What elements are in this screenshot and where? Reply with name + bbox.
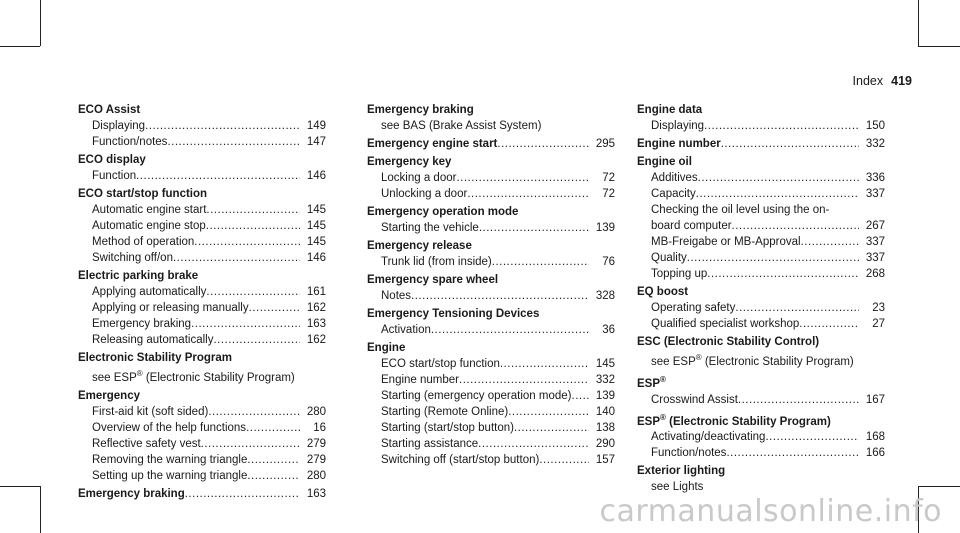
page-number: 419 (891, 74, 912, 88)
page-ref: 72 (602, 172, 615, 184)
page-ref: 162 (306, 302, 326, 314)
index-entry[interactable] (78, 218, 326, 234)
page-ref: 36 (602, 324, 615, 336)
leader-dots (206, 218, 300, 234)
entry-text: Capacity (651, 188, 696, 200)
page-ref: 279 (306, 453, 326, 466)
index-entry[interactable] (367, 220, 615, 236)
index-column-3 (637, 100, 885, 495)
entry-text: Automatic engine start (92, 204, 207, 216)
page-ref: 332 (865, 138, 885, 150)
index-entry[interactable] (78, 332, 326, 348)
see-reference[interactable]: see BAS (Brake Assist System) (381, 120, 542, 132)
leader-dots (478, 436, 589, 452)
see-reference[interactable]: see ESP® (Electronic Stability Program) (651, 353, 854, 368)
page-ref: 328 (595, 290, 615, 302)
leader-dots (411, 288, 589, 304)
crop-mark (0, 46, 40, 47)
index-heading: Exterior lighting (637, 465, 726, 478)
see-reference[interactable]: see Lights (651, 481, 704, 494)
index-entry[interactable] (78, 436, 326, 452)
leader-dots (247, 468, 300, 484)
heading-text: Emergency braking (78, 487, 185, 500)
index-heading: Emergency Tensioning Devices (367, 308, 540, 320)
entry-text: Unlocking a door (381, 188, 468, 200)
page-ref: 150 (865, 120, 885, 132)
entry-text: Releasing automatically (92, 334, 214, 346)
entry-text: Operating safety (651, 302, 736, 314)
leader-dots (173, 250, 300, 266)
entry-text: Applying automatically (92, 286, 207, 298)
entry-text: Activation (381, 324, 431, 336)
page-ref: 279 (306, 437, 326, 450)
index-entry[interactable] (367, 420, 615, 436)
leader-dots (735, 300, 859, 316)
index-heading: ECO Assist (78, 104, 141, 116)
entry-text: Switching off/on (92, 252, 173, 264)
entry-text: Qualified specialist workshop (651, 318, 800, 330)
crop-mark (40, 486, 41, 533)
index-heading[interactable] (637, 136, 885, 152)
index-heading: Emergency key (367, 156, 452, 168)
page-ref: 332 (595, 374, 615, 386)
leader-dots (185, 486, 300, 502)
page-ref: 168 (865, 431, 885, 444)
index-entry[interactable] (637, 429, 885, 445)
heading-text: Emergency engine start (367, 138, 498, 150)
entry-text: Switching off (start/stop button) (381, 454, 540, 466)
index-heading: Engine data (637, 104, 703, 116)
page-ref: 139 (595, 390, 615, 402)
index-entry[interactable] (637, 234, 885, 250)
page-ref: 147 (306, 136, 326, 148)
entry-text: Starting (emergency operation mode) (381, 390, 572, 402)
entry-text: Notes (381, 290, 412, 302)
entry-text: Function (92, 170, 137, 182)
entry-text: Starting (Remote Online) (381, 406, 509, 418)
leader-dots (539, 452, 589, 468)
index-heading: Engine oil (637, 156, 692, 168)
entry-text: Displaying (651, 120, 705, 132)
entry-text: Reflective safety vest (92, 437, 201, 450)
index-entry[interactable] (637, 118, 885, 134)
index-entry[interactable] (367, 322, 615, 338)
leader-dots (707, 266, 859, 282)
leader-dots (167, 134, 300, 150)
index-entry[interactable] (78, 316, 326, 332)
index-entry[interactable] (367, 452, 615, 468)
index-heading: Emergency release (367, 240, 472, 252)
watermark: carmanualsonline.info (599, 494, 942, 529)
entry-text: Engine number (381, 374, 459, 386)
crop-mark (918, 0, 919, 46)
leader-dots (208, 404, 300, 420)
page-ref: 295 (595, 138, 615, 150)
leader-dots (801, 234, 859, 250)
index-entry[interactable] (367, 288, 615, 304)
entry-text: Locking a door (381, 172, 457, 184)
page-ref: 76 (602, 256, 615, 268)
entry-text: Setting up the warning triangle (92, 469, 248, 482)
leader-dots (145, 118, 300, 134)
leader-dots (492, 254, 589, 270)
index-heading: ESC (Electronic Stability Control) (637, 336, 820, 348)
entry-text: Topping up (651, 268, 708, 280)
leader-dots (206, 202, 300, 218)
leader-dots (206, 284, 300, 300)
index-entry[interactable] (78, 420, 326, 436)
index-heading: ESP® (637, 374, 666, 390)
entry-text: Quality (651, 252, 687, 264)
page-ref: 290 (595, 438, 615, 450)
index-entry[interactable] (637, 266, 885, 282)
page-ref: 146 (306, 170, 326, 182)
page-ref: 23 (872, 302, 885, 314)
entry-text: Method of operation (92, 236, 195, 248)
leader-dots (738, 392, 859, 408)
index-heading: Electronic Stability Program (78, 352, 233, 364)
index-entry[interactable] (367, 436, 615, 452)
page-ref: 268 (865, 268, 885, 280)
index-entry[interactable] (367, 356, 615, 372)
entry-text: Starting (start/stop button) (381, 422, 514, 434)
page-ref: 337 (865, 188, 885, 200)
index-entry[interactable] (78, 404, 326, 420)
page-header (853, 74, 912, 88)
entry-text: Overview of the help functions (92, 421, 247, 434)
entry-text: Trunk lid (from inside) (381, 256, 492, 268)
page-ref: 146 (306, 252, 326, 264)
index-entry[interactable] (78, 468, 326, 484)
page-ref: 145 (306, 220, 326, 232)
entry-text: board computer (651, 220, 732, 232)
index-entry[interactable] (78, 234, 326, 250)
page-ref: 337 (865, 236, 885, 248)
leader-dots (698, 170, 859, 186)
index-entry[interactable] (367, 372, 615, 388)
index-column-1 (78, 100, 326, 502)
entry-text: Activating/deactivating (651, 431, 766, 444)
index-entry[interactable] (637, 392, 885, 408)
index-entry[interactable] (78, 452, 326, 468)
leader-dots (572, 388, 590, 404)
crop-mark (918, 486, 960, 487)
leader-dots (194, 234, 300, 250)
index-entry[interactable] (78, 300, 326, 316)
entry-text: MB-Freigabe or MB-Approval (651, 236, 801, 248)
leader-dots (732, 218, 859, 234)
entry-text: Displaying (92, 120, 146, 132)
page-ref: 166 (865, 447, 885, 460)
index-heading: Emergency braking (367, 104, 474, 116)
leader-dots (726, 445, 859, 461)
entry-text: Emergency braking (92, 318, 192, 330)
index-entry[interactable] (78, 134, 326, 150)
entry-text: Checking the oil level using the on- (651, 204, 830, 216)
leader-dots (799, 316, 859, 332)
index-heading: Engine (367, 342, 406, 354)
section-label: Index (852, 74, 884, 88)
leader-dots (704, 118, 859, 134)
entry-text: Automatic engine stop (92, 220, 206, 232)
index-entry[interactable] (637, 186, 885, 202)
index-entry[interactable] (367, 186, 615, 202)
index-entry[interactable] (367, 404, 615, 420)
index-heading[interactable] (78, 486, 326, 502)
index-entry[interactable] (637, 300, 885, 316)
index-entry[interactable] (367, 170, 615, 186)
page-ref: 145 (306, 204, 326, 216)
page-ref: 280 (306, 405, 326, 418)
page-ref: 162 (306, 334, 326, 346)
leader-dots (508, 404, 589, 420)
page-ref: 157 (595, 454, 615, 466)
page-ref: 140 (595, 406, 615, 418)
index-heading: Electric parking brake (78, 270, 199, 282)
leader-dots (213, 332, 300, 348)
leader-dots (459, 372, 589, 388)
see-reference[interactable]: see ESP® (Electronic Stability Program) (92, 369, 295, 384)
page-ref: 163 (306, 318, 326, 330)
index-entry[interactable] (78, 168, 326, 184)
page-ref: 72 (602, 188, 615, 200)
index-heading: EQ boost (637, 286, 689, 298)
page-ref: 27 (872, 318, 885, 330)
index-entry[interactable] (367, 388, 615, 404)
entry-text: Starting assistance (381, 438, 479, 450)
entry-text: First-aid kit (soft sided) (92, 405, 209, 418)
crop-mark (40, 0, 41, 46)
leader-dots (696, 186, 859, 202)
page-ref: 280 (306, 469, 326, 482)
entry-text: Applying or releasing manually (92, 302, 249, 314)
page-ref: 145 (306, 236, 326, 248)
index-entry[interactable] (637, 445, 885, 461)
leader-dots (765, 429, 859, 445)
entry-text: Starting the vehicle (381, 222, 479, 234)
index-entry[interactable] (637, 170, 885, 186)
index-heading: Emergency (78, 389, 141, 402)
leader-dots (247, 452, 300, 468)
index-heading: ECO display (78, 154, 146, 166)
index-entry[interactable] (637, 250, 885, 266)
leader-dots (479, 220, 589, 236)
index-heading: ECO start/stop function (78, 188, 208, 200)
index-entry[interactable] (78, 202, 326, 218)
entry-text: ECO start/stop function (381, 358, 500, 370)
leader-dots (136, 168, 300, 184)
leader-dots (456, 170, 589, 186)
page-ref: 139 (595, 222, 615, 234)
leader-dots (721, 136, 859, 152)
crop-mark (0, 486, 40, 487)
leader-dots (497, 136, 589, 152)
page-ref: 138 (595, 422, 615, 434)
index-heading: ESP® (Electronic Stability Program) (637, 412, 831, 428)
index-entry[interactable] (78, 118, 326, 134)
leader-dots (514, 420, 589, 436)
entry-text: Removing the warning triangle (92, 453, 248, 466)
leader-dots (246, 420, 300, 436)
index-heading: Emergency spare wheel (367, 274, 499, 286)
index-entry[interactable] (78, 284, 326, 300)
page-ref: 163 (306, 487, 326, 500)
index-heading: Emergency operation mode (367, 206, 519, 218)
index-column-2 (367, 100, 615, 468)
heading-text: Engine number (637, 138, 721, 150)
index-entry[interactable] (637, 316, 885, 332)
page-ref: 167 (865, 393, 885, 406)
page-ref: 267 (865, 220, 885, 232)
page-ref: 161 (306, 286, 326, 298)
leader-dots (500, 356, 589, 372)
entry-text: Additives (651, 172, 698, 184)
page-ref: 16 (313, 421, 326, 434)
leader-dots (249, 300, 300, 316)
page-ref: 149 (306, 120, 326, 132)
page-ref: 337 (865, 252, 885, 264)
crop-mark (918, 46, 960, 47)
leader-dots (191, 316, 300, 332)
entry-text: Function/notes (651, 447, 727, 460)
index-entry[interactable] (78, 250, 326, 266)
leader-dots (687, 250, 859, 266)
entry-text: Function/notes (92, 136, 168, 148)
index-heading[interactable] (367, 136, 615, 152)
page-ref: 145 (595, 358, 615, 370)
entry-text: Crosswind Assist (651, 393, 738, 406)
page-ref: 336 (865, 172, 885, 184)
index-entry[interactable] (637, 218, 885, 234)
leader-dots (431, 322, 589, 338)
leader-dots (201, 436, 300, 452)
index-entry[interactable] (367, 254, 615, 270)
leader-dots (467, 186, 589, 202)
